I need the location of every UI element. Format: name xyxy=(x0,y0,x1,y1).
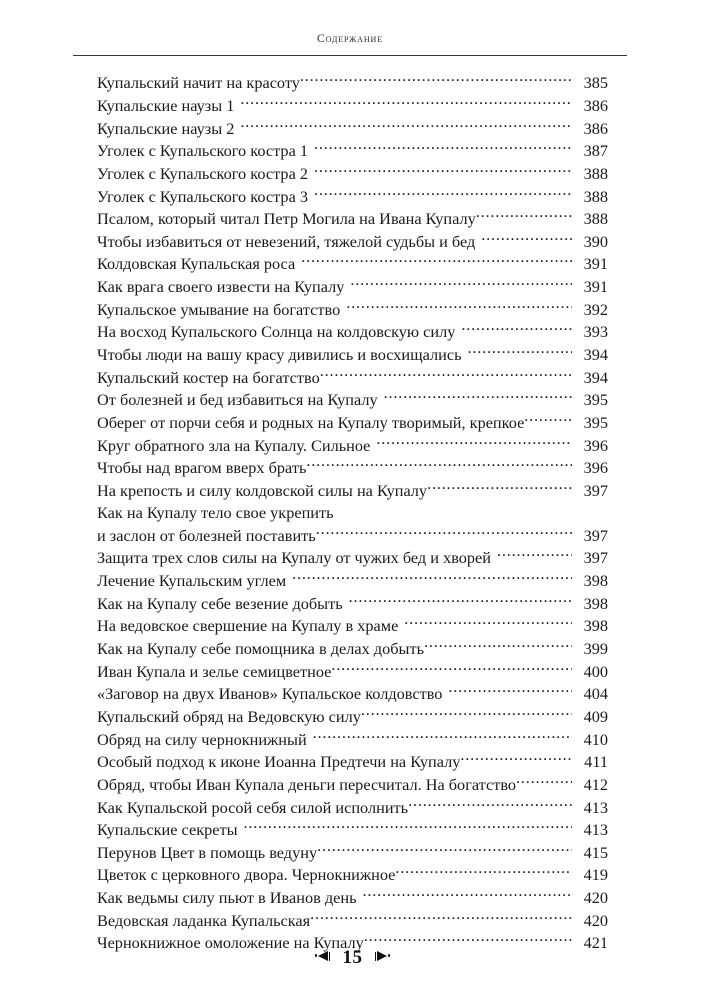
toc-entry-title: Лечение Купальским углем xyxy=(97,571,287,591)
toc-entry-page-number: 413 xyxy=(583,820,608,840)
toc-leader-dots xyxy=(317,841,572,857)
toc-entry[interactable] xyxy=(97,887,608,910)
toc-leader-dots xyxy=(461,321,572,337)
toc-leader-dots xyxy=(314,163,572,179)
toc-entry[interactable] xyxy=(97,660,608,683)
toc-entry[interactable] xyxy=(97,570,608,593)
toc-entry[interactable] xyxy=(97,117,608,140)
toc-entry[interactable] xyxy=(97,434,608,457)
toc-leader-dots xyxy=(481,230,572,246)
toc-entry-title: Чтобы люди на вашу красу дивились и восхищались xyxy=(97,344,462,364)
toc-leader-dots xyxy=(497,547,572,563)
toc-entry-page-number: 400 xyxy=(583,661,608,681)
toc-leader-dots xyxy=(316,525,572,541)
toc-entry-title: Защита трех слов силы на Купалу от чужих бед и хворей xyxy=(97,548,492,568)
toc-entry-page-number: 393 xyxy=(583,322,608,342)
toc-entry-page-number: 394 xyxy=(583,367,608,387)
toc-entry-page-number: 396 xyxy=(583,435,608,455)
toc-entry[interactable] xyxy=(97,457,608,480)
toc-entry-title: Как ведьмы силу пьют в Иванов день xyxy=(97,888,357,908)
toc-entry-page-number: 388 xyxy=(583,163,608,183)
toc-entry[interactable] xyxy=(97,412,608,435)
toc-entry-title: Особый подход к иконе Иоанна Предтечи на Купалу xyxy=(97,752,461,772)
toc-entry-title: Цветок с церковного двора. Чернокнижное xyxy=(97,865,396,885)
toc-entry[interactable] xyxy=(97,344,608,367)
toc-entry-page-number: 385 xyxy=(583,73,608,93)
toc-entry-page-number: 392 xyxy=(583,299,608,319)
toc-entry[interactable] xyxy=(97,321,608,344)
toc-entry-title: Перунов Цвет в помощь ведуну xyxy=(97,842,318,862)
toc-entry[interactable] xyxy=(97,683,608,706)
toc-entry[interactable] xyxy=(97,163,608,186)
toc-entry-page-number: 410 xyxy=(583,729,608,749)
toc-entry[interactable] xyxy=(97,774,608,797)
toc-entry[interactable] xyxy=(97,389,608,412)
toc-entry-title: Уголек с Купальского костра 3 xyxy=(97,186,309,206)
ornament-right-icon xyxy=(374,950,391,964)
toc-leader-dots xyxy=(376,434,572,450)
toc-entry-page-number: 413 xyxy=(583,797,608,817)
toc-entry[interactable] xyxy=(97,230,608,253)
toc-entry-page-number: 388 xyxy=(583,186,608,206)
toc-entry-page-number: 387 xyxy=(583,141,608,161)
toc-entry-title: Оберег от порчи себя и родных на Купалу творимый, крепкое xyxy=(97,412,525,432)
toc-leader-dots xyxy=(300,72,572,88)
toc-entry-title: Купальские наузы 1 xyxy=(97,95,235,115)
toc-entry-page-number: 409 xyxy=(583,706,608,726)
toc-entry-title: Уголек с Купальского костра 2 xyxy=(97,163,309,183)
toc-entry-page-number: 411 xyxy=(584,752,608,772)
toc-leader-dots xyxy=(301,253,572,269)
toc-leader-dots xyxy=(314,140,572,156)
toc-entry-page-number: 391 xyxy=(583,254,608,274)
toc-entry-page-number: 404 xyxy=(583,684,608,704)
toc-leader-dots xyxy=(313,728,572,744)
toc-entry-page-number: 399 xyxy=(583,639,608,659)
toc-entry-page-number: 395 xyxy=(583,390,608,410)
toc-leader-dots xyxy=(240,117,572,133)
toc-entry[interactable] xyxy=(97,140,608,163)
toc-leader-dots xyxy=(476,208,572,224)
table-of-contents-list xyxy=(97,72,608,955)
toc-entry-title: Как Купальской росой себя силой исполнить xyxy=(97,797,409,817)
toc-leader-dots xyxy=(306,457,572,473)
toc-entry-title: Купальские наузы 2 xyxy=(97,118,235,138)
toc-entry[interactable] xyxy=(97,728,608,751)
toc-entry-title: От болезней и бед избавиться на Купалу xyxy=(97,390,378,410)
toc-entry-title: Круг обратного зла на Купалу. Сильное xyxy=(97,435,371,455)
folio-page-number: 15 xyxy=(342,946,363,968)
toc-leader-dots xyxy=(361,706,572,722)
toc-entry-page-number: 397 xyxy=(583,480,608,500)
header-rule-divider xyxy=(73,55,627,56)
toc-entry[interactable] xyxy=(97,95,608,118)
toc-entry[interactable] xyxy=(97,706,608,729)
toc-leader-dots xyxy=(292,570,572,586)
toc-entry[interactable] xyxy=(97,502,608,524)
toc-leader-dots xyxy=(349,592,572,608)
toc-entry[interactable] xyxy=(97,253,608,276)
toc-leader-dots xyxy=(404,615,572,631)
toc-entry-page-number: 394 xyxy=(583,344,608,364)
toc-entry[interactable] xyxy=(97,638,608,661)
toc-leader-dots xyxy=(314,185,572,201)
toc-entry-title: Чтобы над врагом вверх брать xyxy=(97,458,307,478)
toc-entry[interactable] xyxy=(97,864,608,887)
toc-entry[interactable] xyxy=(97,841,608,864)
toc-entry-title: На крепость и силу колдовской силы на Купалу xyxy=(97,480,428,500)
toc-entry[interactable] xyxy=(97,366,608,389)
toc-entry[interactable] xyxy=(97,185,608,208)
toc-entry-title: На восход Купальского Солнца на колдовскую силу xyxy=(97,322,456,342)
toc-leader-dots xyxy=(395,864,572,880)
toc-entry[interactable] xyxy=(97,909,608,932)
toc-entry-title: Обряд на силу чернокнижный xyxy=(97,729,307,749)
toc-entry[interactable] xyxy=(97,796,608,819)
toc-entry-title: Обряд, чтобы Иван Купала деньги пересчитал. На богатство xyxy=(97,774,517,794)
toc-entry-page-number: 388 xyxy=(583,209,608,229)
toc-entry-page-number: 395 xyxy=(583,412,608,432)
toc-entry[interactable] xyxy=(97,525,608,548)
toc-entry-title: Чернокнижное омоложение на Купалу xyxy=(97,933,364,953)
toc-leader-dots xyxy=(408,796,572,812)
toc-leader-dots xyxy=(427,480,572,496)
toc-entry-title: Иван Купала и зелье семицветное xyxy=(97,661,332,681)
toc-entry[interactable] xyxy=(97,819,608,842)
toc-entry-title: Купальский начит на красоту xyxy=(97,73,300,93)
toc-entry[interactable] xyxy=(97,480,608,503)
toc-leader-dots xyxy=(244,819,572,835)
toc-entry-page-number: 415 xyxy=(583,842,608,862)
toc-entry-page-number: 420 xyxy=(583,888,608,908)
toc-leader-dots xyxy=(448,683,572,699)
toc-entry-page-number: 390 xyxy=(583,231,608,251)
toc-entry-page-number: 398 xyxy=(583,571,608,591)
toc-entry-title: и заслон от болезней поставить xyxy=(97,525,316,545)
toc-entry-title: «Заговор на двух Иванов» Купальское колдовство xyxy=(97,684,443,704)
toc-leader-dots xyxy=(310,909,572,925)
toc-entry[interactable] xyxy=(97,208,608,231)
toc-entry[interactable] xyxy=(97,298,608,321)
toc-leader-dots xyxy=(240,95,572,111)
toc-entry-title: Уголек с Купальского костра 1 xyxy=(97,141,309,161)
toc-entry-page-number: 397 xyxy=(583,548,608,568)
running-header-title: Содержание xyxy=(317,33,383,45)
toc-entry-title: Как на Купалу тело свое укрепить xyxy=(97,503,334,523)
toc-entry-page-number: 386 xyxy=(583,118,608,138)
toc-entry-page-number: 396 xyxy=(583,458,608,478)
toc-entry-title: Псалом, который читал Петр Могила на Ивана Купалу xyxy=(97,209,476,229)
toc-entry-page-number: 391 xyxy=(583,277,608,297)
toc-entry-title: Как на Купалу себе помощника в делах добыть xyxy=(97,639,424,659)
toc-leader-dots xyxy=(346,298,572,314)
toc-entry-page-number: 386 xyxy=(583,95,608,115)
toc-entry-title: Купальское умывание на богатство xyxy=(97,299,341,319)
toc-entry-page-number: 398 xyxy=(583,593,608,613)
toc-leader-dots xyxy=(363,887,573,903)
toc-leader-dots xyxy=(331,660,572,676)
page-folio xyxy=(0,946,705,969)
toc-entry-page-number: 397 xyxy=(583,525,608,545)
toc-entry-title: Как на Купалу себе везение добыть xyxy=(97,593,343,613)
toc-entry[interactable] xyxy=(97,592,608,615)
toc-entry-page-number: 412 xyxy=(583,774,608,794)
toc-leader-dots xyxy=(320,366,572,382)
toc-entry-page-number: 421 xyxy=(583,933,608,953)
toc-leader-dots xyxy=(424,638,572,654)
toc-leader-dots xyxy=(460,751,572,767)
toc-entry[interactable] xyxy=(97,547,608,570)
toc-leader-dots xyxy=(384,389,572,405)
toc-entry-title: Чтобы избавиться от невезений, тяжелой судьбы и бед xyxy=(97,231,476,251)
toc-entry-title: Купальский обряд на Ведовскую силу xyxy=(97,706,361,726)
toc-entry-title: Как врага своего извести на Купалу xyxy=(97,277,345,297)
toc-entry[interactable] xyxy=(97,751,608,774)
toc-entry-title: Купальские секреты xyxy=(97,820,238,840)
toc-entry[interactable] xyxy=(97,72,608,95)
toc-leader-dots xyxy=(350,276,572,292)
toc-entry-title: Купальский костер на богатство xyxy=(97,367,320,387)
ornament-left-icon xyxy=(314,950,331,964)
toc-leader-dots xyxy=(516,774,572,790)
toc-leader-dots xyxy=(524,412,572,428)
toc-entry[interactable] xyxy=(97,276,608,299)
toc-entry-page-number: 398 xyxy=(583,616,608,636)
toc-entry-title: Ведовская ладанка Купальская xyxy=(97,910,311,930)
toc-entry-page-number: 420 xyxy=(583,910,608,930)
toc-entry[interactable] xyxy=(97,615,608,638)
toc-entry-title: На ведовское свершение на Купалу в храме xyxy=(97,616,399,636)
toc-entry-title: Колдовская Купальская роса xyxy=(97,254,296,274)
toc-entry-page-number: 419 xyxy=(583,865,608,885)
toc-leader-dots xyxy=(468,344,572,360)
